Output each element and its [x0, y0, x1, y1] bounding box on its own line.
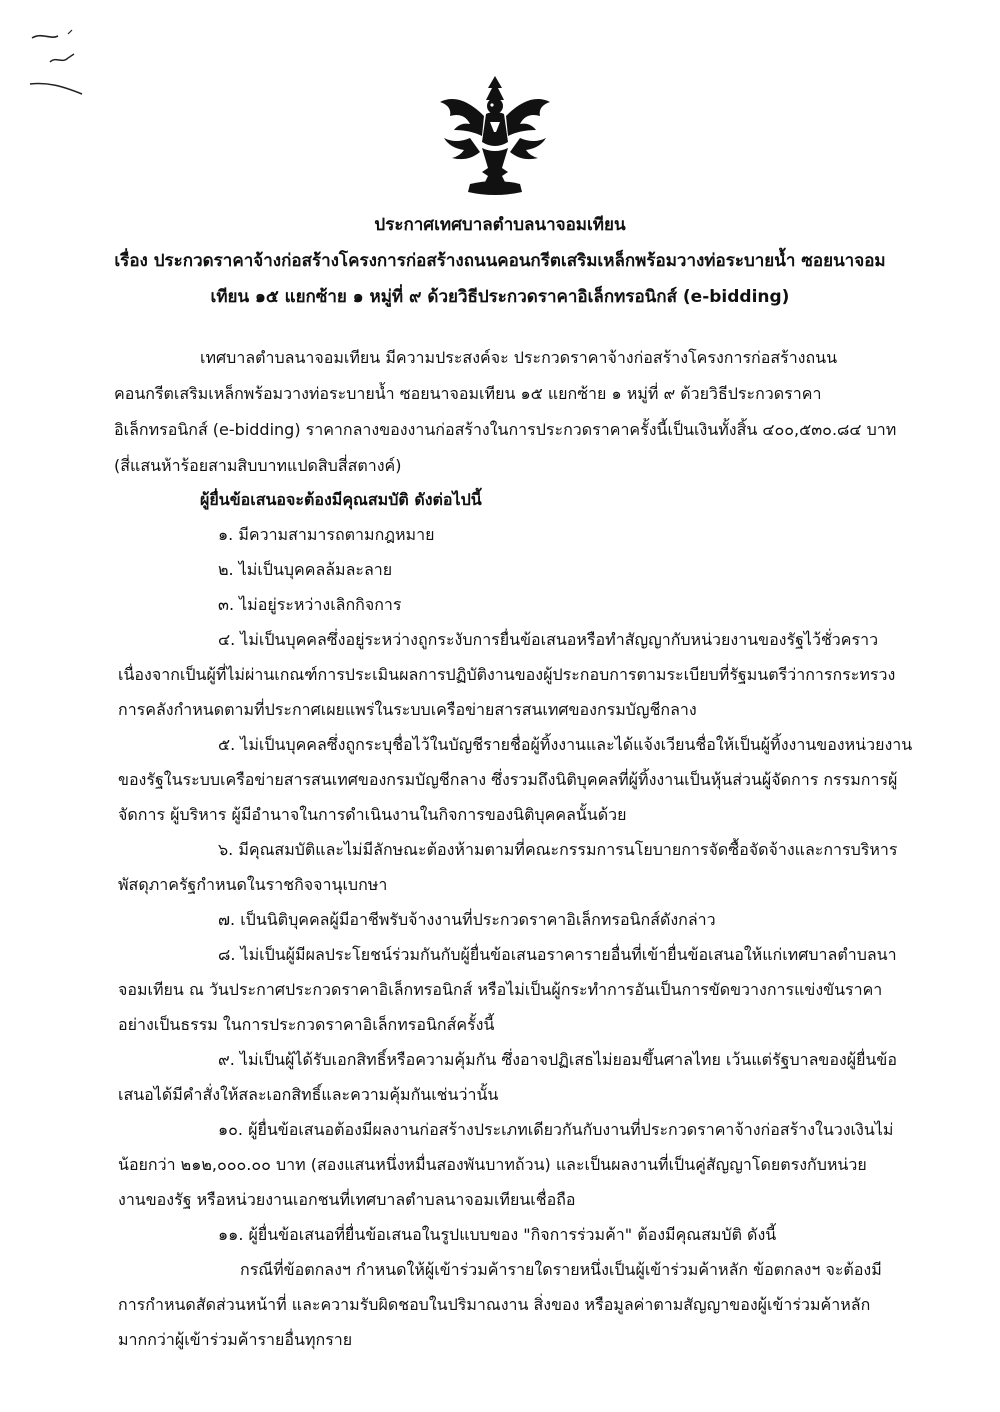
handwritten-scribble-icon: [28, 28, 108, 98]
item-9-line-2: เสนอได้มีคำสั่งให้สละเอกสิทธิ์และความคุ้มกันเช่นว่านั้น: [118, 1085, 499, 1104]
item-8-line-2: จอมเทียน ณ วันประกาศประกวดราคาอิเล็กทรอนิกส์ หรือไม่เป็นผู้กระทำการอันเป็นการขัดขวางการแข่งขันราคา: [118, 980, 883, 999]
item-4-line-2: เนื่องจากเป็นผู้ที่ไม่ผ่านเกณฑ์การประเมินผลการปฏิบัติงานของผู้ประกอบการตามระเบียบที่รัฐมนตรีว่าการกระทรวง: [118, 665, 896, 684]
item-4-line-3: การคลังกำหนดตามที่ประกาศเผยแพร่ในระบบเครือข่ายสารสนเทศของกรมบัญชีกลาง: [118, 700, 697, 719]
intro-line-3: อิเล็กทรอนิกส์ (e-bidding) ราคากลางของงานก่อสร้างในการประกวดราคาครั้งนี้เป็นเงินทั้งสิ้น ๔๐๐,๕๓๐.๘๔ บาท: [114, 420, 897, 439]
item-8-line-1: ๘. ไม่เป็นผู้มีผลประโยชน์ร่วมกันกับผู้ยื่นข้อเสนอราคารายอื่นที่เข้ายื่นข้อเสนอให้แก่เทศบาลตำบลนา: [218, 945, 897, 964]
item-6-line-2: พัสดุภาครัฐกำหนดในราชกิจจานุเบกษา: [118, 875, 388, 894]
item-11-line-1: ๑๑. ผู้ยื่นข้อเสนอที่ยื่นข้อเสนอในรูปแบบของ "กิจการร่วมค้า" ต้องมีคุณสมบัติ ดังนี้: [218, 1225, 777, 1244]
item-2: ๒. ไม่เป็นบุคคลล้มละลาย: [218, 560, 393, 579]
item-1: ๑. มีความสามารถตามกฎหมาย: [218, 525, 435, 544]
item-9-line-1: ๙. ไม่เป็นผู้ได้รับเอกสิทธิ์หรือความคุ้มกัน ซึ่งอาจปฏิเสธไม่ยอมขึ้นศาลไทย เว้นแต่รัฐบาลของผู้ยื่นข้อ: [218, 1050, 897, 1069]
intro-line-2: คอนกรีตเสริมเหล็กพร้อมวางท่อระบายน้ำ ซอยนาจอมเทียน ๑๕ แยกซ้าย ๑ หมู่ที่ ๙ ด้วยวิธีประกวดราคา: [114, 384, 822, 403]
item-7: ๗. เป็นนิติบุคคลผู้มีอาชีพรับจ้างงานที่ประกวดราคาอิเล็กทรอนิกส์ดังกล่าว: [218, 910, 716, 929]
item-5-line-2: ของรัฐในระบบเครือข่ายสารสนเทศของกรมบัญชีกลาง ซึ่งรวมถึงนิติบุคคลที่ผู้ทิ้งงานเป็นหุ้นส่วนผู้จัดการ กรรมการผู้: [118, 770, 898, 789]
subject-line-2: เทียน ๑๕ แยกซ้าย ๑ หมู่ที่ ๙ ด้วยวิธีประกวดราคาอิเล็กทรอนิกส์ (e-bidding): [210, 287, 790, 307]
item-10-line-1: ๑๐. ผู้ยื่นข้อเสนอต้องมีผลงานก่อสร้างประเภทเดียวกันกับงานที่ประกวดราคาจ้างก่อสร้างในวงเงินไม่: [218, 1120, 894, 1139]
item-10-line-2: น้อยกว่า ๒๑๒,๐๐๐.๐๐ บาท (สองแสนหนึ่งหมื่นสองพันบาทถ้วน) และเป็นผลงานที่เป็นคู่สัญญาโดยตรงกับหน่วย: [118, 1155, 867, 1174]
item-3: ๓. ไม่อยู่ระหว่างเลิกกิจการ: [218, 595, 402, 614]
intro-line-1: เทศบาลตำบลนาจอมเทียน มีความประสงค์จะ ประกวดราคาจ้างก่อสร้างโครงการก่อสร้างถนน: [200, 348, 838, 367]
item-11-line-2: กรณีที่ข้อตกลงฯ กำหนดให้ผู้เข้าร่วมค้ารายใดรายหนึ่งเป็นผู้เข้าร่วมค้าหลัก ข้อตกลงฯ จะต้องมี: [240, 1260, 882, 1279]
item-11-line-4: มากกว่าผู้เข้าร่วมค้ารายอื่นทุกราย: [118, 1330, 353, 1349]
item-10-line-3: งานของรัฐ หรือหน่วยงานเอกชนที่เทศบาลตำบลนาจอมเทียนเชื่อถือ: [118, 1190, 576, 1209]
announcement-title: ประกาศเทศบาลตำบลนาจอมเทียน: [374, 215, 626, 235]
item-8-line-3: อย่างเป็นธรรม ในการประกวดราคาอิเล็กทรอนิกส์ครั้งนี้: [118, 1015, 495, 1034]
item-11-line-3: การกำหนดสัดส่วนหน้าที่ และความรับผิดชอบในปริมาณงาน สิ่งของ หรือมูลค่าตามสัญญาของผู้เข้าร่วมค้าหลัก: [118, 1295, 871, 1314]
qualifications-heading: ผู้ยื่นข้อเสนอจะต้องมีคุณสมบัติ ดังต่อไปนี้: [200, 490, 482, 509]
intro-line-4: (สี่แสนห้าร้อยสามสิบบาทแปดสิบสี่สตางค์): [114, 456, 402, 475]
item-5-line-1: ๕. ไม่เป็นบุคคลซึ่งถูกระบุชื่อไว้ในบัญชีรายชื่อผู้ทิ้งงานและได้แจ้งเวียนชื่อให้เป็นผู้ทิ้งงานของหน่วยงาน: [218, 735, 913, 754]
item-4-line-1: ๔. ไม่เป็นบุคคลซึ่งอยู่ระหว่างถูกระงับการยื่นข้อเสนอหรือทำสัญญากับหน่วยงานของรัฐไว้ชั่วคราว: [218, 630, 879, 649]
garuda-emblem-icon: [430, 72, 560, 202]
item-6-line-1: ๖. มีคุณสมบัติและไม่มีลักษณะต้องห้ามตามที่คณะกรรมการนโยบายการจัดซื้อจัดจ้างและการบริหาร: [218, 840, 898, 859]
subject-line-1: เรื่อง ประกวดราคาจ้างก่อสร้างโครงการก่อสร้างถนนคอนกรีตเสริมเหล็กพร้อมวางท่อระบายน้ำ ซอยนาจอม: [114, 251, 886, 271]
item-5-line-3: จัดการ ผู้บริหาร ผู้มีอำนาจในการดำเนินงานในกิจการของนิติบุคคลนั้นด้วย: [118, 805, 627, 824]
